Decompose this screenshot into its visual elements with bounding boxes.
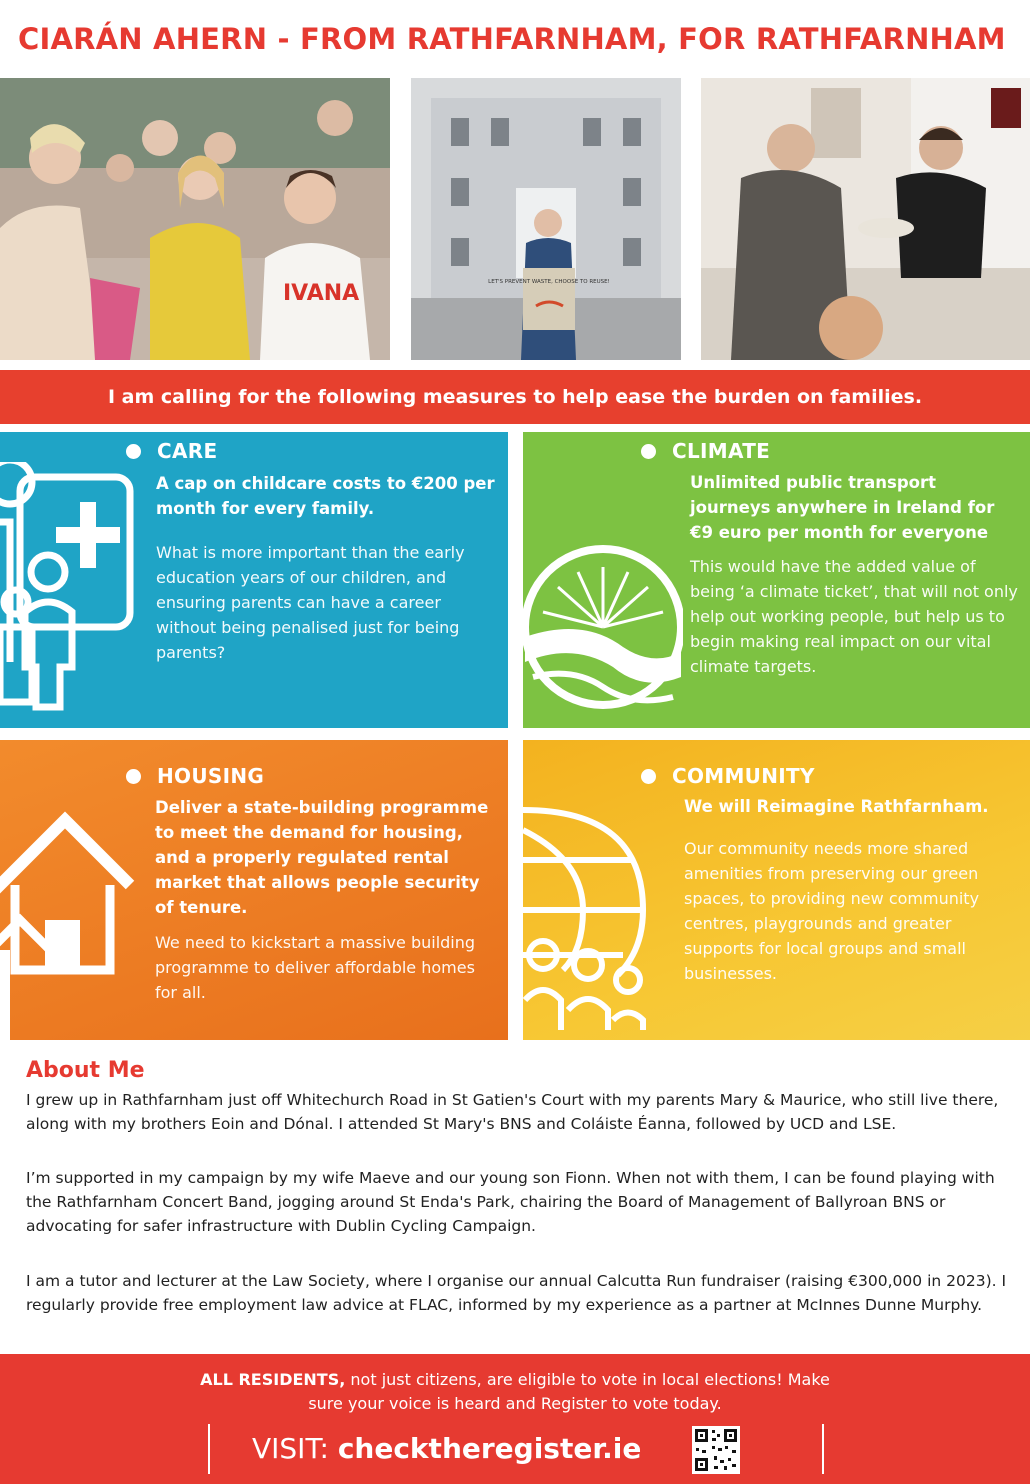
housing-heading-text: HOUSING: [157, 764, 265, 788]
qr-code-icon[interactable]: [692, 1426, 740, 1474]
tile-care: [0, 432, 508, 728]
photo-shirt-text: IVANA: [283, 281, 360, 306]
housing-body: We need to kickstart a massive building programme to deliver affordable homes for all.: [155, 933, 476, 1002]
community-heading-text: COMMUNITY: [672, 764, 815, 788]
care-body: What is more important than the early education years of our children, and ensuring parents can have a career without being penalised just for being parents?: [156, 543, 465, 662]
notice-line-1: not just citizens, are eligible to vote in local elections! Make: [345, 1370, 830, 1389]
climate-heading-text: CLIMATE: [672, 439, 771, 463]
about-title: About Me: [26, 1058, 145, 1083]
banner-text: I am calling for the following measures to help ease the burden on families.: [107, 386, 923, 408]
footer-register: [0, 1354, 1030, 1484]
care-heading-text: CARE: [157, 439, 218, 463]
tile-housing: [0, 740, 508, 1040]
photo-bag-text: LET'S PREVENT WASTE, CHOOSE TO REUSE!: [488, 279, 610, 285]
bullet-dot: [641, 444, 656, 459]
community-heading: [641, 764, 815, 788]
about-paragraph-2: I’m supported in my campaign by my wife Maeve and our young son Fionn. When not with them, I can be found playing with the Rathfarnham Concert Band, jogging around St Enda's Park, chairing the Board of Management of Ballyroan BNS or advocating for safer infrastructure with Dublin Cycling Campaign.: [26, 1169, 995, 1235]
visit-label: VISIT:: [252, 1432, 338, 1465]
photo-celebration: [0, 78, 390, 360]
about-paragraph-1: I grew up in Rathfarnham just off Whitechurch Road in St Gatien's Court with my parents Mary & Maurice, who still live there, along with my brothers Eoin and Dónal. I attended St Mary's BNS and Coláiste Éanna, followed by UCD and LSE.: [26, 1091, 999, 1133]
about-paragraph-3: I am a tutor and lecturer at the Law Society, where I organise our annual Calcutta Run fundraiser (raising €300,000 in 2023). I regularly provide free employment law advice at FLAC, informed by my experience as a partner at McInnes Dunne Murphy.: [26, 1272, 1007, 1314]
photo-building: [411, 78, 681, 360]
sunrise-wave-icon: [523, 527, 683, 727]
tile-climate: [523, 432, 1030, 728]
bullet-dot: [126, 444, 141, 459]
housing-heading: [126, 764, 264, 788]
divider: [208, 1424, 210, 1474]
family-medical-icon: [0, 462, 140, 712]
page-title: CIARÁN AHERN - FROM RATHFARNHAM, FOR RATHFARNHAM: [18, 22, 1006, 56]
divider: [822, 1424, 824, 1474]
visit-url[interactable]: checktheregister.ie: [337, 1432, 642, 1465]
community-lead: We will Reimagine Rathfarnham.: [684, 797, 989, 816]
bullet-dot: [126, 769, 141, 784]
visit-link[interactable]: [252, 1432, 641, 1465]
footer-notice: [0, 1368, 1030, 1416]
measures-banner: [0, 370, 1030, 424]
globe-people-icon: [523, 800, 673, 1030]
climate-heading: [641, 439, 770, 463]
photo-shop: [701, 78, 1030, 360]
climate-lead: Unlimited public transport journeys anywhere in Ireland for €9 euro per month for everyone: [690, 473, 995, 542]
notice-bold: ALL RESIDENTS,: [200, 1370, 346, 1389]
care-lead: A cap on childcare costs to €200 per month for every family.: [156, 474, 495, 518]
care-heading: [126, 439, 217, 463]
bullet-dot: [641, 769, 656, 784]
notice-line-2: sure your voice is heard and Register to vote today.: [308, 1394, 722, 1413]
climate-body: This would have the added value of being ‘a climate ticket’, that will not only help out working people, but help us to begin making real impact on our vital climate targets.: [690, 557, 1018, 676]
housing-lead: Deliver a state-building programme to meet the demand for housing, and a properly regulated rental market that allows people security of tenure.: [155, 798, 489, 917]
tile-community: [523, 740, 1030, 1040]
community-body: Our community needs more shared amenities from preserving our green spaces, to providing new community centres, playgrounds and greater supports for local groups and small businesses.: [684, 839, 980, 983]
houses-icon: [0, 810, 140, 1040]
